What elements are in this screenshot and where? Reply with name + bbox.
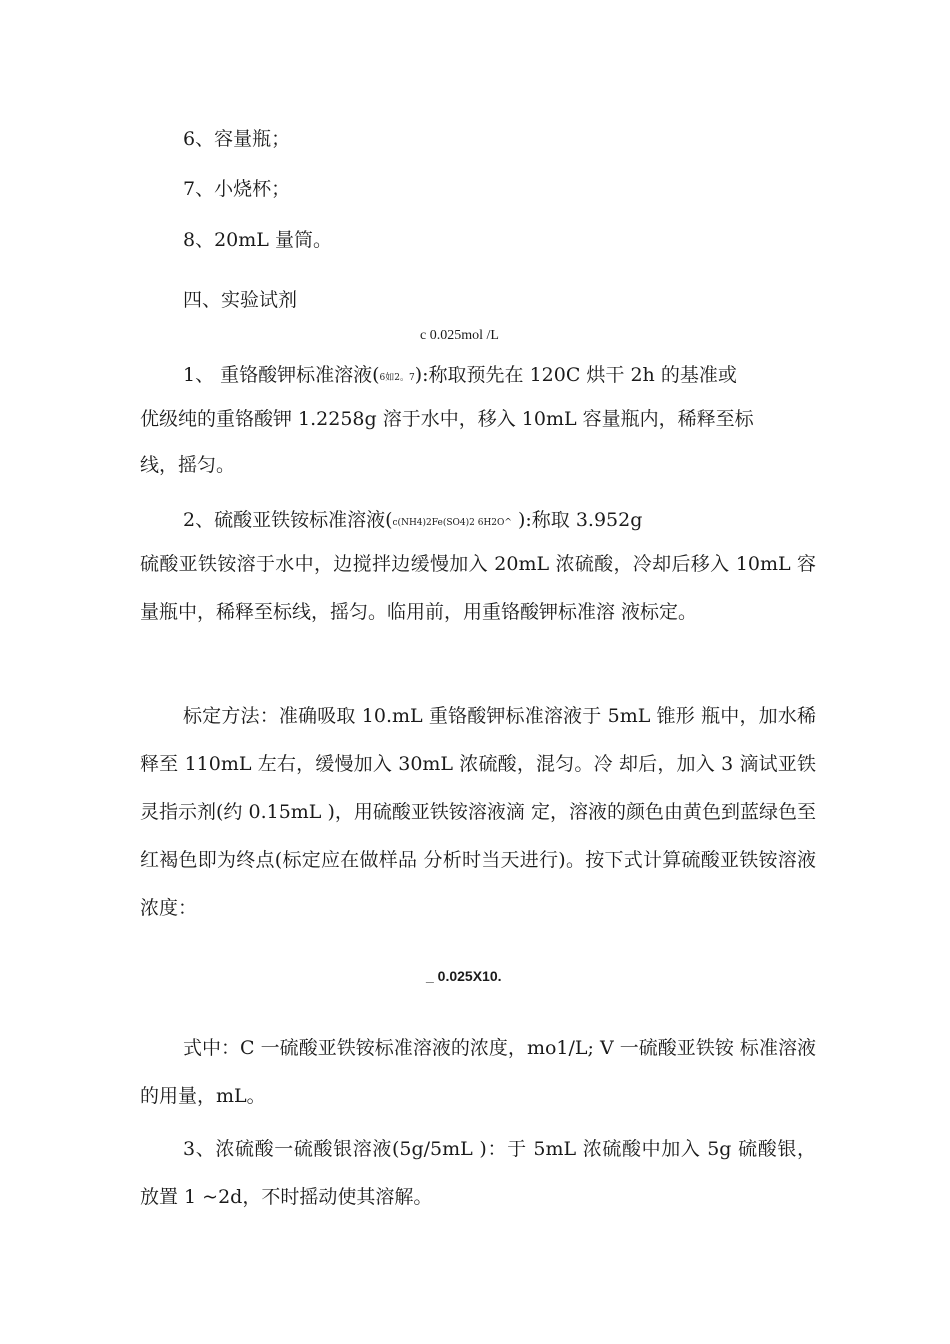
reagent-2-suffix: ):称取 3.952g <box>511 509 643 531</box>
reagent-1-suffix: ):称取预先在 120C 烘干 2h 的基准或 <box>414 364 737 386</box>
reagent-3: 3、浓硫酸一硫酸银溶液(5g/5mL )：于 5mL 浓硫酸中加入 5g 硫酸银，放置 1 ~2d，不时摇动使其溶解。 <box>140 1138 816 1208</box>
section-title: 四、实验试剂 <box>183 289 298 311</box>
reagent-1-line-1 <box>183 363 737 390</box>
reagent-2-line-1 <box>183 508 642 535</box>
item-8: 8、20mL 量筒。 <box>183 229 332 251</box>
reagent-1-line-2: 优级纯的重铬酸钾 1.2258g 溶于水中，移入 10mL 容量瓶内，稀释至标 <box>140 408 754 430</box>
reagent-2-prefix: 2、硫酸亚铁铵标准溶液( <box>183 509 393 531</box>
reagent-1-line-3: 线，摇匀。 <box>140 454 236 476</box>
reagent-2-formula: c(NH4)2Fe(SO4)2 6H2O^ <box>392 518 512 528</box>
concentration-note: c 0.025mol /L <box>420 328 499 343</box>
item-7: 7、小烧杯； <box>183 178 291 200</box>
reagent-1-prefix: 1、 重铬酸钾标准溶液( <box>183 364 380 386</box>
calibration-method: 标定方法：准确吸取 10.mL 重铬酸钾标准溶液于 5mL 锥形 瓶中，加水稀释至 110mL 左右，缓慢加入 30mL 浓硫酸，混匀。冷 却后，加入 3 滴试亚铁灵指示剂(约 0.15mL )，用硫酸亚铁铵溶液滴 定，溶液的颜色由黄色到蓝绿色至红褐色即为终点(标定应在做样品 分析时当天进行)。按下式计算硫酸亚铁铵溶液浓度： <box>140 705 816 919</box>
reagent-1-formula: 6如2。7 <box>379 373 415 383</box>
formula-line: _ 0.025X10. <box>426 968 502 984</box>
reagent-2-body: 硫酸亚铁铵溶于水中，边搅拌边缓慢加入 20mL 浓硫酸，冷却后移入 10mL 容量瓶中，稀释至标线，摇匀。临用前，用重铬酸钾标准溶 液标定。 <box>140 553 816 623</box>
item-6: 6、容量瓶； <box>183 128 291 150</box>
formula-legend: 式中：C 一硫酸亚铁铵标准溶液的浓度，mo1/L; V 一硫酸亚铁铵 标准溶液的用量，mL。 <box>140 1037 816 1107</box>
